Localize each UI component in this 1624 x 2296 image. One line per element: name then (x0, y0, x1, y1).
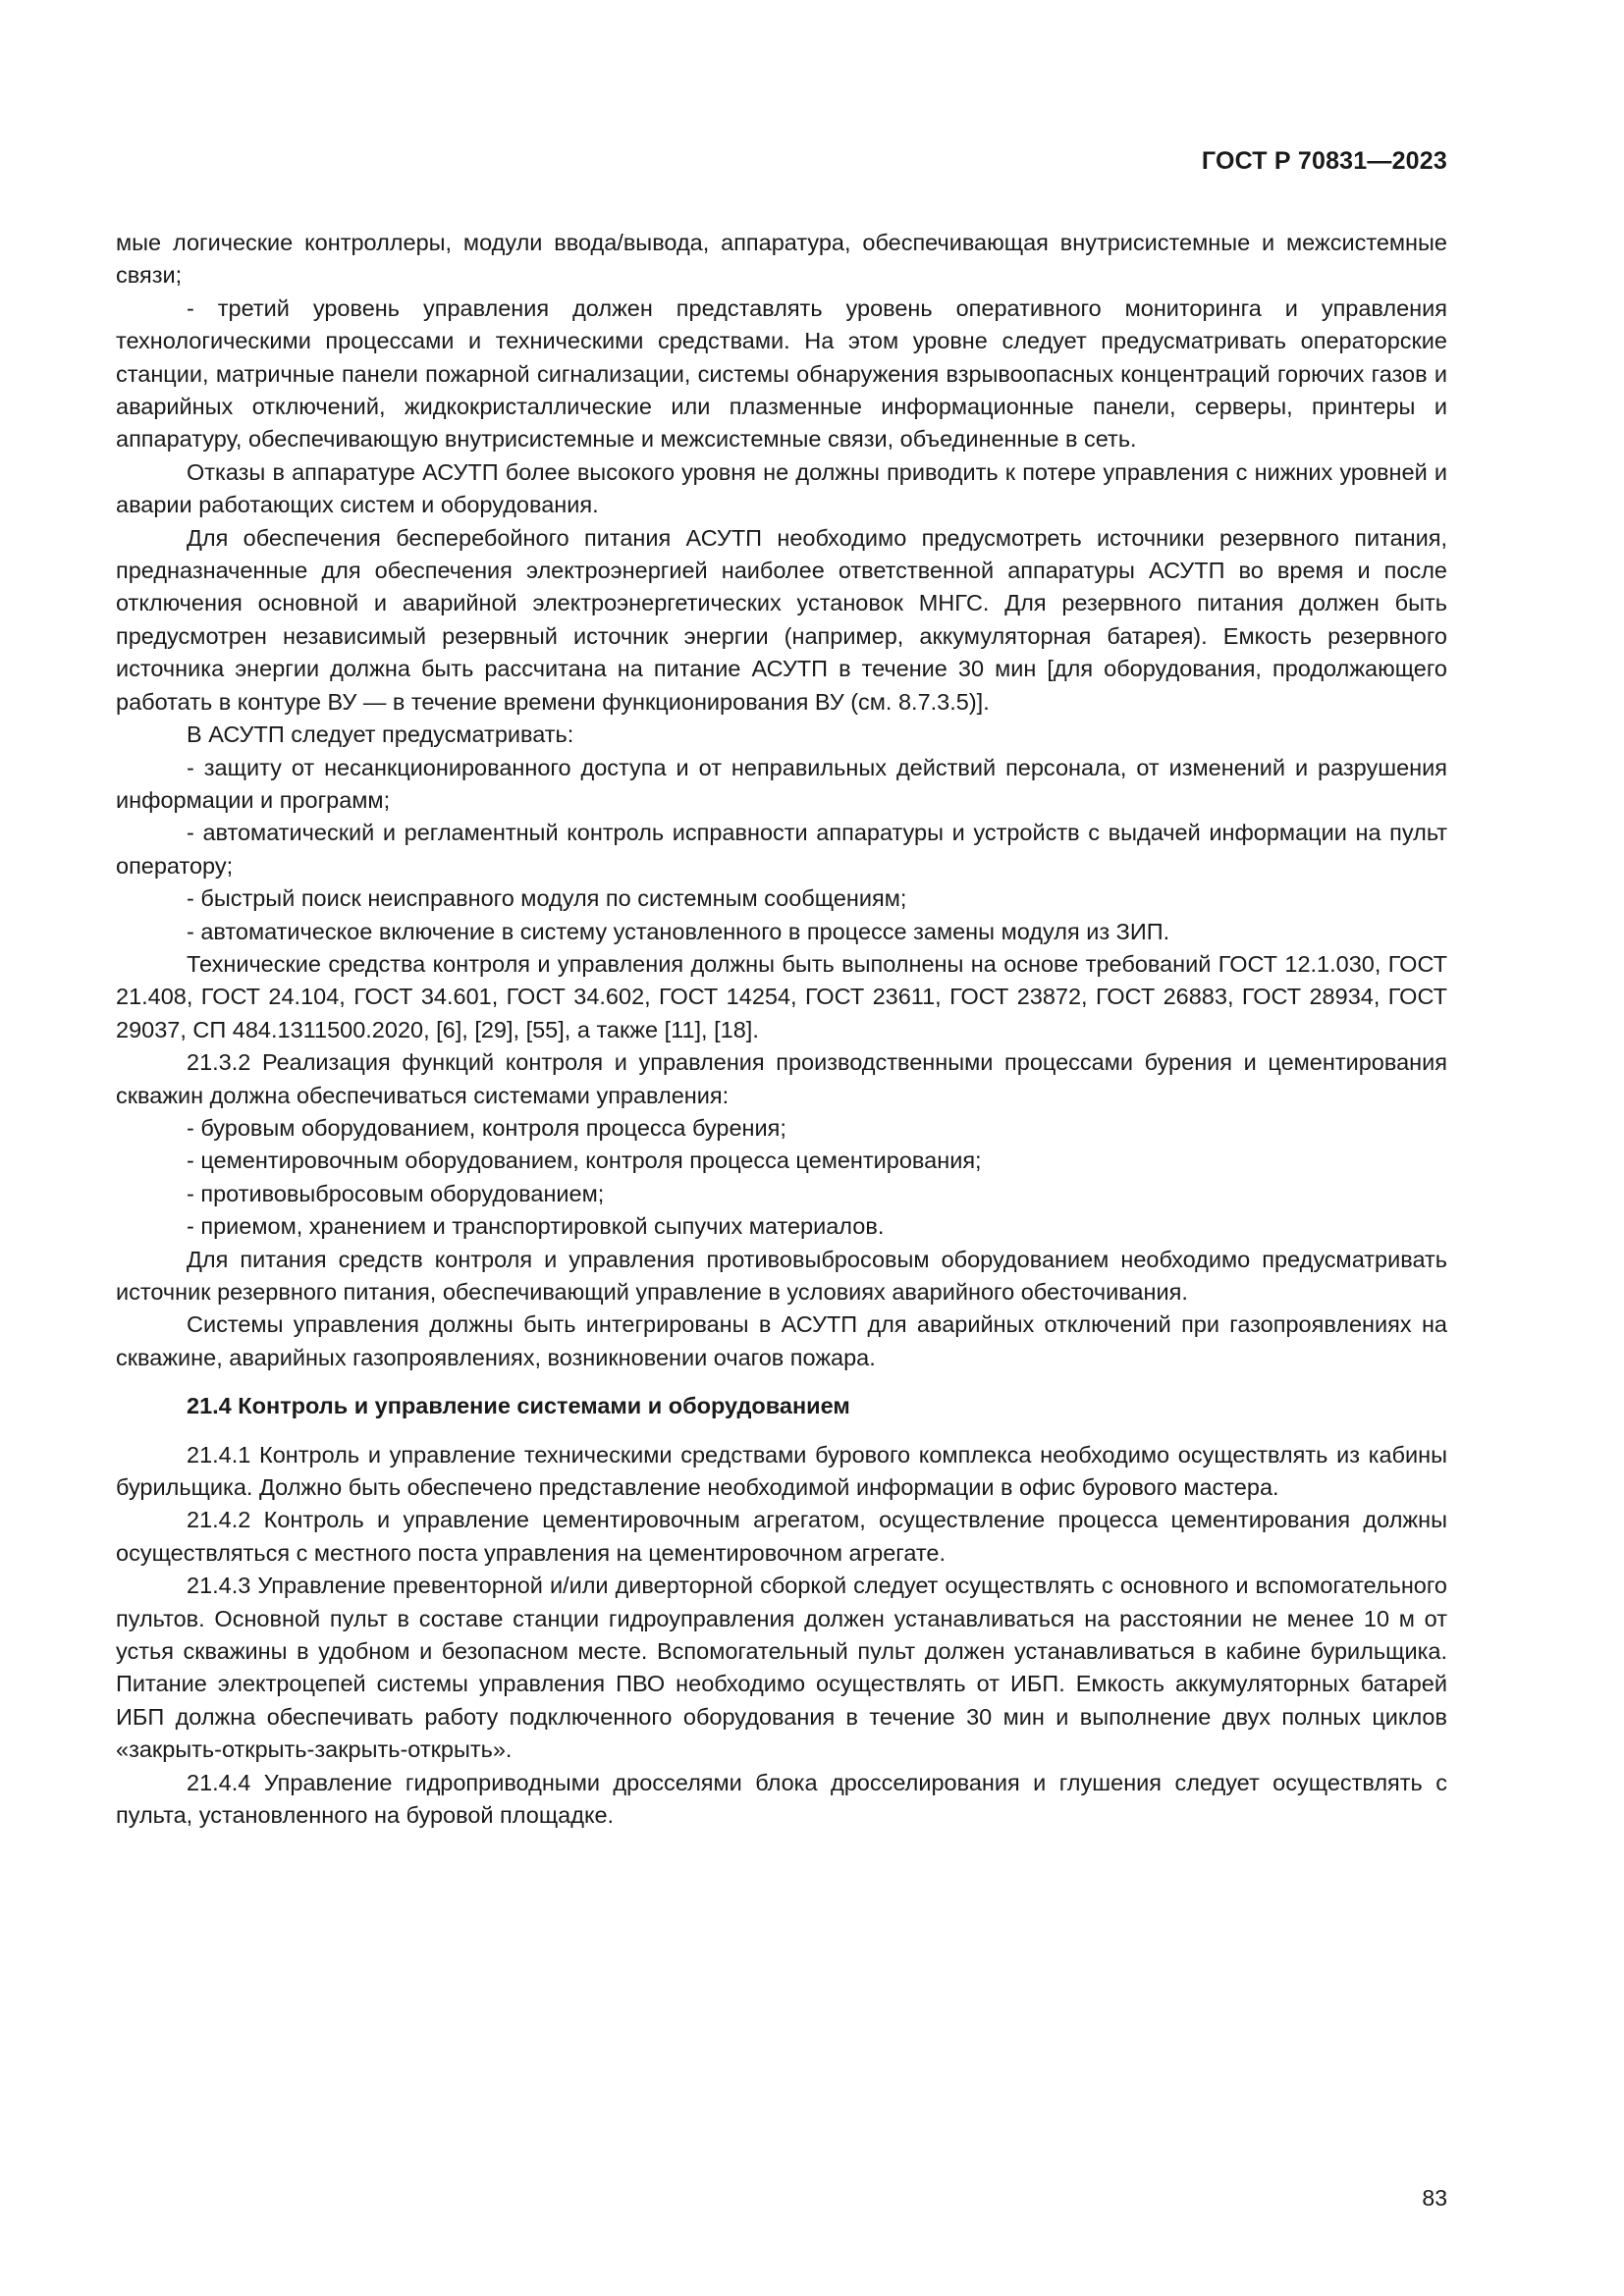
body-paragraph: - третий уровень управления должен представлять уровень оперативного мониторинга и управления технологическими процессами и техническими средствами. На этом уровне следует предусматривать операторские станции, матричные панели пожарной сигнализации, системы обнаружения взрывоопасных концентраций горючих газов и аварийных отключений, жидкокристаллические или плазменные информационные панели, серверы, принтеры и аппаратуру, обеспечивающую внутрисистемные и межсистемные связи, объединенные в сеть. (116, 294, 1447, 453)
body-paragraph: - автоматическое включение в систему установленного в процессе замены модуля из ЗИП. (187, 918, 1170, 944)
body-paragraph: 21.4.3 Управление превенторной и/или диверторной сборкой следует осуществлять с основного и вспомогательного пультов. Основной пульт в составе станции гидроуправления должен устанавливаться на расстоянии не менее 10 м от устья скважины в удобном и безопасном месте. Вспомогательный пульт должен устанавливаться в кабине бурильщика. Питание электроцепей системы управления ПВО необходимо осуществлять от ИБП. Емкость аккумуляторных батарей ИБП должна обеспечивать работу подключенного оборудования в течение 30 мин и выполнение двух полных циклов «закрыть-открыть-закрыть-открыть». (116, 1573, 1447, 1763)
body-paragraph: Для питания средств контроля и управления противовыбросовым оборудованием необходимо предусматривать источник резервного питания, обеспечивающий управление в условиях аварийного обесточивания. (116, 1246, 1447, 1305)
body-paragraph: - защиту от несанкционированного доступа и от неправильных действий персонала, от изменений и разрушения информации и программ; (116, 754, 1447, 813)
body-paragraph: - цементировочным оборудованием, контроля процесса цементирования; (187, 1148, 982, 1174)
body-paragraph: - буровым оборудованием, контроля процесса бурения; (187, 1114, 786, 1141)
page-body (116, 227, 1447, 1833)
body-paragraph: 21.4.4 Управление гидроприводными дросселями блока дросселирования и глушения следует осуществлять с пульта, установленного на буровой площадке. (116, 1769, 1447, 1829)
body-paragraph: Для обеспечения бесперебойного питания АСУТП необходимо предусмотреть источники резервного питания, предназначенные для обеспечения электроэнергией наиболее ответственной аппаратуры АСУТП во время и после отключения основной и аварийной электроэнергетических установок МНГС. Для резервного питания должен быть предусмотрен независимый резервный источник энергии (например, аккумуляторная батарея). Емкость резервного источника энергии должна быть рассчитана на питание АСУТП в течение 30 мин [для оборудования, продолжающего работать в контуре ВУ — в течение времени функционирования ВУ (см. 8.7.3.5)]. (116, 524, 1447, 715)
body-paragraph: Системы управления должны быть интегрированы в АСУТП для аварийных отключений при газопроявлениях на скважине, аварийных газопроявлениях, возникновении очагов пожара. (116, 1311, 1447, 1370)
page-number: 83 (1422, 2185, 1447, 2211)
body-paragraph: 21.4.2 Контроль и управление цементировочным агрегатом, осуществление процесса цементирования должны осуществляться с местного поста управления на цементировочном агрегате. (116, 1507, 1447, 1566)
body-paragraph: В АСУТП следует предусматривать: (187, 721, 574, 748)
body-paragraph: Отказы в аппаратуре АСУТП более высокого уровня не должны приводить к потере управления с нижних уровней и аварии работающих систем и оборудования. (116, 458, 1447, 518)
body-paragraph: мые логические контроллеры, модули ввода/вывода, аппаратура, обеспечивающая внутрисистемные и межсистемные связи; (116, 230, 1447, 289)
section-heading: 21.4 Контроль и управление системами и оборудованием (187, 1393, 850, 1419)
body-paragraph: 21.3.2 Реализация функций контроля и управления производственными процессами бурения и цементирования скважин должна обеспечиваться системами управления: (116, 1049, 1447, 1108)
body-paragraph: - быстрый поиск неисправного модуля по системным сообщениям; (187, 885, 907, 912)
body-paragraph: - приемом, хранением и транспортировкой сыпучих материалов. (187, 1213, 885, 1240)
body-paragraph: 21.4.1 Контроль и управление техническими средствами бурового комплекса необходимо осуществлять из кабины бурильщика. Должно быть обеспечено представление необходимой информации в офис бурового мастера. (116, 1441, 1447, 1501)
body-paragraph: - противовыбросовым оборудованием; (187, 1180, 605, 1206)
body-paragraph: Технические средства контроля и управления должны быть выполнены на основе требований ГОСТ 12.1.030, ГОСТ 21.408, ГОСТ 24.104, ГОСТ 34.601, ГОСТ 34.602, ГОСТ 14254, ГОСТ 23611, ГОСТ 23872, ГОСТ 26883, ГОСТ 28934, ГОСТ 29037, СП 484.1311500.2020, [6], [29], [55], а также [11], [18]. (116, 950, 1447, 1042)
document-code-header: ГОСТ Р 70831—2023 (1201, 147, 1447, 175)
body-paragraph: - автоматический и регламентный контроль исправности аппаратуры и устройств с выдачей информации на пульт оператору; (116, 820, 1447, 879)
